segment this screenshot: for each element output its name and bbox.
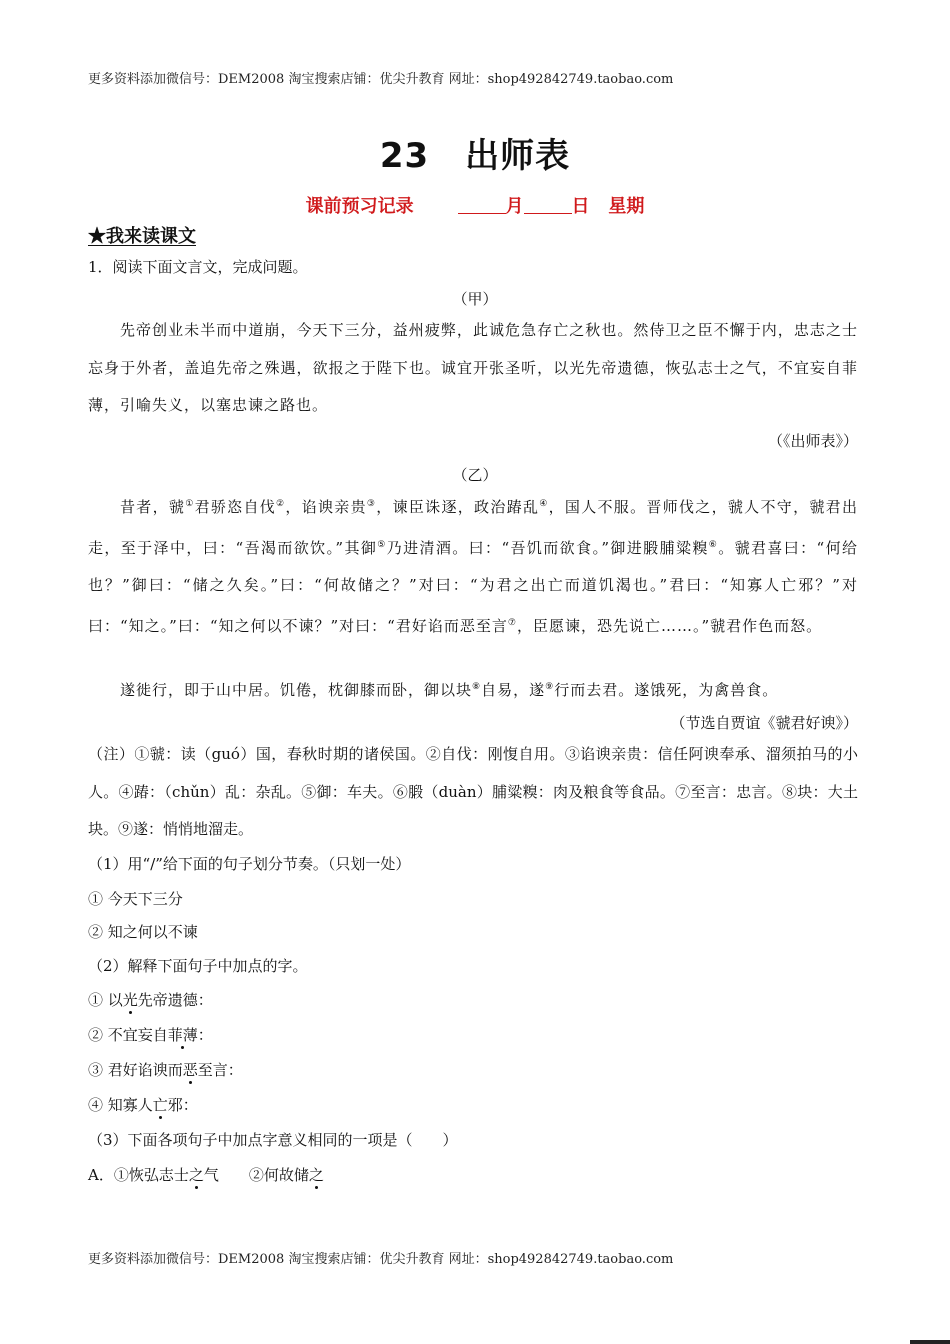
page-header: 更多资料添加微信号：DEM2008 淘宝搜索店铺：优尖升教育 网址：shop492842749.taobao.com [88, 72, 674, 87]
q2-prompt: （2）解释下面句子中加点的字。 [88, 957, 308, 975]
preview-label: 课前预习记录 [305, 196, 414, 217]
text-b-label: （乙） [452, 466, 498, 484]
dotted-char: 之 [188, 1166, 204, 1184]
day-blank[interactable] [524, 197, 572, 214]
month-blank[interactable] [458, 197, 506, 214]
page-title [0, 128, 950, 177]
q1-prompt: （1）用“/”给下面的句子划分节奏。（只划一处） [88, 855, 411, 873]
question-intro: 1．阅读下面文言文，完成问题。 [88, 258, 308, 276]
text-b-paragraph-2: 遂徙行，即于山中居。饥倦，枕御膝而卧，御以块⑧自易，遂⑨行而去君。遂饿死，为禽兽食。 [120, 681, 779, 699]
dotted-char: 之 [308, 1166, 324, 1184]
day-label: 日 [571, 196, 590, 217]
corner-mark [910, 1340, 950, 1344]
q2-item-1: ① 以光先帝遗德： [88, 991, 213, 1009]
weekday-label: 星期 [608, 196, 645, 217]
dotted-char: 恶 [182, 1061, 198, 1079]
dotted-char: 菲薄 [167, 1026, 198, 1044]
dotted-char: 光 [122, 991, 138, 1009]
lesson-number: 23 [379, 136, 430, 176]
q2-item-3: ③ 君好谄谀而恶至言： [88, 1061, 243, 1079]
section-heading: ★我来读课文 [88, 226, 196, 247]
annotation-note: （注）①虢：读（guó）国，春秋时期的诸侯国。②自伐：刚愎自用。③谄谀亲贵：信任阿谀奉承、溜须拍马的小人。④踳：（chǔn）乱：杂乱。⑤御：车夫。⑥腶（duàn）脯粱糗：肉及粮食等食品。⑦至言：忠言。⑧块：大土块。⑨遂：悄悄地溜走。 [88, 745, 858, 838]
dotted-char: 亡 [152, 1096, 168, 1114]
page-footer: 更多资料添加微信号：DEM2008 淘宝搜索店铺：优尖升教育 网址：shop492842749.taobao.com [88, 1252, 674, 1267]
text-a-body: 先帝创业未半而中道崩，今天下三分，益州疲弊，此诚危急存亡之秋也。然侍卫之臣不懈于内，忠志之士忘身于外者，盖追先帝之殊遇，欲报之于陛下也。诚宜开张圣听，以光先帝遗德，恢弘志士之气，不宜妄自菲薄，引喻失义，以塞忠谏之路也。 [88, 321, 858, 414]
text-a-source: （《出师表》） [767, 432, 858, 450]
q3-prompt: （3）下面各项句子中加点字意义相同的一项是（ ） [88, 1131, 458, 1149]
q2-item-4: ④ 知寡人亡邪： [88, 1096, 198, 1114]
q2-item-2: ② 不宜妄自菲薄： [88, 1026, 213, 1044]
month-label: 月 [505, 196, 524, 217]
q1-item-2: ② 知之何以不谏 [88, 923, 198, 941]
lesson-name: 出师表 [465, 136, 571, 176]
text-a-label: （甲） [452, 290, 498, 308]
text-b-paragraph-1: 昔者，虢①君骄恣自伐②，谄谀亲贵③，谏臣诛逐，政治踳乱④，国人不服。晋师伐之，虢人不守，虢君出走，至于泽中，曰：“吾渴而欲饮。”其御⑤乃进清酒。曰：“吾饥而欲食。”御进腶脯粱糗⑥。虢君喜曰：“何给也？”御曰：“储之久矣。”曰：“何故储之？”对曰：“为君之出亡而道饥渴也。”君曰：“知寡人亡邪？”对曰：“知之。”曰：“知之何以不谏？”对曰：“君好谄而恶至言⑦，臣愿谏，恐先说亡……。”虢君作色而怒。 [88, 498, 859, 635]
q1-item-1: ① 今天下三分 [88, 890, 183, 908]
q3-option-a: A．①恢弘志士之气 ②何故储之 [88, 1166, 324, 1184]
text-b-source: （节选自贾谊《虢君好谀》） [670, 714, 858, 732]
preview-record-line [0, 192, 950, 218]
